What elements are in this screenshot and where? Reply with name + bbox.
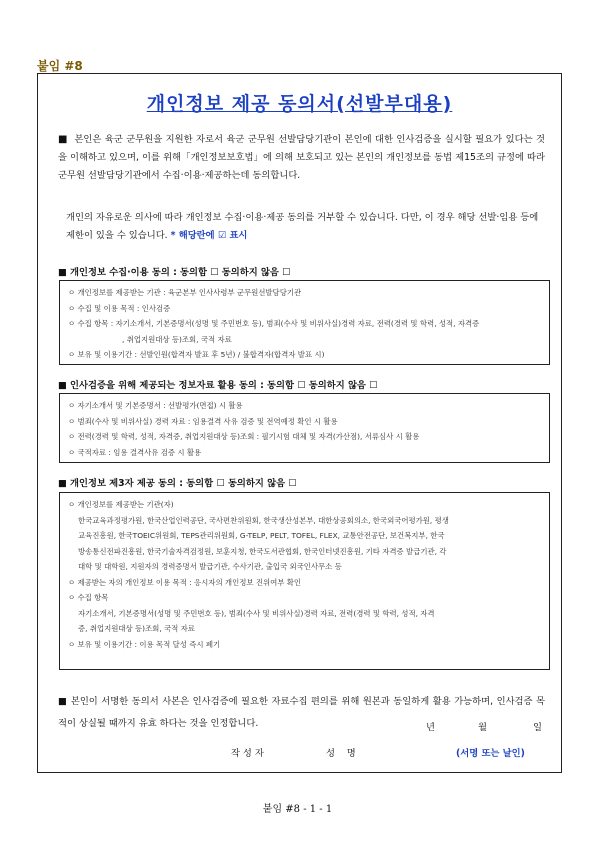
list-item: 교육진흥원, 한국TOEIC위원회, TEPS관리위원회, G-TELP, PELT, TOFEL, FLEX, 교통안전공단, 보건복지부, 한국	[78, 531, 445, 540]
section2-heading[interactable]: ■ 인사검증을 위해 제공되는 정보자료 활용 동의 : 동의함 ☐ 동의하지 않음 ☐	[58, 380, 378, 391]
page-footer: 붙임 #8 - 1 - 1	[262, 804, 333, 815]
mark-instruction: * 해당란에 ☑ 표시	[170, 230, 248, 241]
document-title: 개인정보 제공 동의서(선발부대용)	[146, 93, 453, 115]
list-item: ㅇ 제공받는 자의 개인정보 이용 목적 : 응시자의 개인정보 진위여부 확인	[68, 577, 302, 587]
list-item: ㅇ 전력(경력 및 학력, 성적, 자격증, 취업지원대상 등)조회 : 필기시험 대체 및 자격(가산점), 서류심사 시 활용	[68, 432, 420, 441]
refusal-notice	[66, 209, 545, 245]
list-item: 방송통신전파진흥원, 한국기술자격검정원, 보훈지청, 한국도서관협회, 한국인터넷진흥원, 기타 자격증 발급기관, 각	[78, 546, 447, 556]
section3-box	[59, 492, 550, 670]
writer-label: 작 성 자	[231, 748, 264, 759]
list-item: ㅇ 수집 항목 : 자기소개서, 기본증명서(성명 및 주민번호 등), 범죄(수사 및 비위사실)경력 자료, 전력(경력 및 학력, 성적, 자격증	[68, 319, 480, 328]
list-item: ㅇ 보유 및 이용기간 : 이용 목적 달성 즉시 폐기	[68, 639, 221, 649]
list-item: ㅇ 개인정보를 제공받는 기관 : 육군본부 인사사령부 군무원선발담당기관	[68, 288, 302, 297]
section3-heading[interactable]: ■ 개인정보 제3자 제공 동의 : 동의함 ☐ 동의하지 않음 ☐	[58, 478, 297, 489]
intro-text: 본인은 육군 군무원을 지원한 자로서 육군 군무원 선발담당기관이 본인에 대한 인사검증을 실시할 필요가 있다는 것을 이해하고 있으며, 이를 위해「개인정보보호법」에 의해 보호되고 있는 본인의 개인정보를 동법 제15조의 규정에 따라 군무원 선발담당기관에서 수집·이용·제공하는데 동의합니다.	[58, 134, 545, 181]
attachment-label: 붙임 #8	[37, 59, 83, 73]
list-item: ㅇ 보유 및 이용기간 : 선발인원(합격자 발표 후 5년) / 불합격자(합격자 발표 시)	[68, 350, 325, 359]
list-item: ㅇ 수집 및 이용 목적 : 인사검증	[68, 303, 171, 313]
bullet-square-icon: ■	[58, 134, 68, 145]
date-day[interactable]: 일	[533, 722, 542, 733]
list-item: 대학 및 대학원, 지원자의 경력증명서 발급기관, 수사기관, 출입국 외국인사무소 등	[78, 562, 342, 571]
closing-statement: ■ 본인이 서명한 동의서 사본은 인사검증에 필요한 자료수집 편의를 위해 원본과 동일하게 활용 가능하며, 인사검증 목적이 상실될 때까지 유효 하다는 것을 인정합니다.	[58, 696, 545, 729]
date-year[interactable]: 년	[426, 722, 435, 733]
list-item: 한국교육과정평가원, 한국산업인력공단, 국사편찬위원회, 한국생산성본부, 대한상공회의소, 한국외국어평가원, 평생	[78, 515, 449, 525]
document-title-wrap	[38, 89, 561, 116]
list-item: 증, 취업지원대상 등)조회, 국적 자료	[78, 624, 195, 633]
list-item: ㅇ 자기소개서 및 기본증명서 : 선발평가(면접) 시 활용	[68, 401, 243, 410]
signature-note: (서명 또는 날인)	[456, 748, 525, 759]
refusal-text: 개인의 자유로운 의사에 따라 개인정보 수집·이용·제공 동의를 거부할 수 있습니다. 다만, 이 경우 해당 선발·임용 등에 제한이 있을 수 있습니다.	[66, 212, 539, 241]
intro-paragraph	[58, 131, 545, 185]
list-item: ㅇ 개인정보를 제공받는 기관(자)	[68, 500, 174, 509]
section1-box	[59, 280, 550, 365]
section1-heading[interactable]: ■ 개인정보 수집·이용 동의 : 동의함 ☐ 동의하지 않음 ☐	[58, 267, 291, 278]
date-month[interactable]: 월	[478, 722, 487, 733]
list-item: 자기소개서, 기본증명서(성명 및 주민번호 등), 범죄(수사 및 비위사실)경력 자료, 전력(경력 및 학력, 성적, 자격	[78, 608, 435, 618]
name-field-label[interactable]: 성 명	[326, 748, 356, 759]
list-item: ㅇ 수집 항목	[68, 593, 109, 602]
list-item: , 취업지원대상 등)조회, 국적 자료	[122, 334, 232, 344]
consent-form-frame	[37, 73, 562, 773]
list-item: ㅇ 범죄(수사 및 비위사실) 경력 자료 : 임용결격 사유 검증 및 전역예정 확인 시 활용	[68, 416, 338, 426]
section2-box	[59, 393, 550, 463]
list-item: ㅇ 국적자료 : 임용 결격사유 검증 시 활용	[68, 447, 202, 457]
